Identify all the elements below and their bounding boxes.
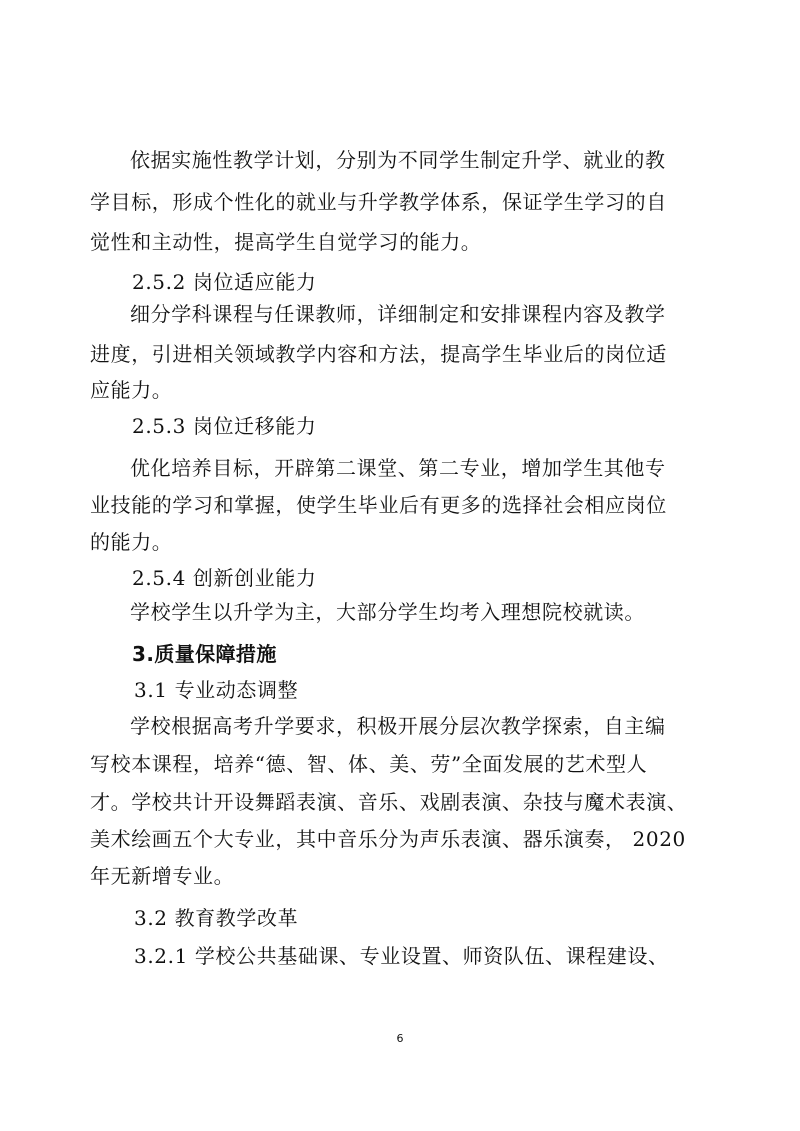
paragraph-line: 优化培养目标，开辟第二课堂、第二专业，增加学生其他专 [130,456,666,480]
paragraph-line: 学校根据高考升学要求，积极开展分层次教学探索，自主编 [130,714,666,738]
section-subheading: 3.1 专业动态调整 [134,678,299,702]
paragraph-line: 写校本课程，培养“德、智、体、美、劳”全面发展的艺术型人 [90,752,648,776]
paragraph-line: 业技能的学习和掌握，使学生毕业后有更多的选择社会相应岗位 [90,493,667,517]
paragraph-line: 学目标，形成个性化的就业与升学教学体系，保证学生学习的自 [90,190,667,214]
paragraph-line: 学校学生以升学为主，大部分学生均考入理想院校就读。 [130,600,645,624]
paragraph-line: 年无新增专业。 [90,864,235,888]
section-subheading: 2.5.4 创新创业能力 [132,566,317,590]
page-number: 6 [396,1032,404,1045]
section-subheading: 3.2 教育教学改革 [134,906,299,930]
paragraph-line: 进度，引进相关领域教学内容和方法，提高学生毕业后的岗位适 [90,342,667,366]
section-subheading: 2.5.3 岗位迁移能力 [132,414,317,438]
section-heading: 3.质量保障措施 [132,642,277,666]
section-subheading: 2.5.2 岗位适应能力 [132,270,317,294]
paragraph-line: 依据实施性教学计划，分别为不同学生制定升学、就业的教 [130,148,666,172]
paragraph-line: 应能力。 [90,378,173,402]
paragraph-line: 美术绘画五个大专业，其中音乐分为声乐表演、器乐演奏， 2020 [90,827,686,851]
paragraph-line: 的能力。 [90,530,173,554]
paragraph-line: 细分学科课程与任课教师，详细制定和安排课程内容及教学 [130,302,666,326]
paragraph-line: 觉性和主动性，提高学生自觉学习的能力。 [90,230,482,254]
paragraph-line: 才。学校共计开设舞蹈表演、音乐、戏剧表演、杂技与魔术表演、 [90,790,688,814]
section-subheading: 3.2.1 学校公共基础课、专业设置、师资队伍、课程建设、 [134,944,669,968]
